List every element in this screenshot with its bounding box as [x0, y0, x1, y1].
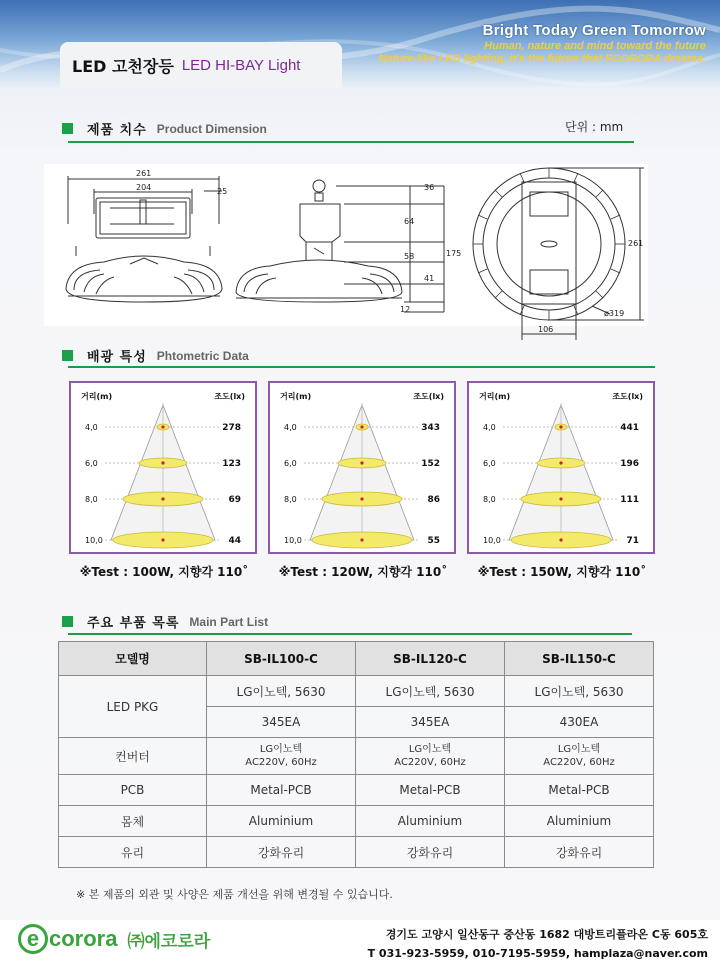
- dim-label-12: 12: [400, 305, 411, 314]
- row-label-pcb: PCB: [59, 775, 207, 806]
- center-point: [161, 461, 164, 464]
- center-point: [559, 538, 562, 541]
- section-divider: [68, 366, 655, 368]
- distance-label: 4,0: [483, 423, 496, 432]
- row-label-led-pkg: LED PKG: [59, 676, 207, 738]
- tagline-2: Nature-like LED lighting, it's the future that ECORORA dreams.: [378, 53, 706, 65]
- photometric-test-150w: ※Test : 150W, 지향각 110˚: [477, 565, 647, 579]
- table-cell: Metal-PCB: [356, 775, 505, 806]
- logo-text-ko: ㈜에코로라: [127, 931, 211, 952]
- lux-value: 69: [228, 495, 241, 505]
- dim-label-261: 261: [136, 169, 152, 178]
- company-address: 경기도 고양시 일산동구 중산동 1682 대방트리플라온 C동 605호: [385, 928, 708, 941]
- center-point: [161, 497, 164, 500]
- section-title-en: Product Dimension: [156, 121, 267, 136]
- table-cell: Aluminium: [505, 806, 654, 837]
- dim-label-41: 41: [424, 274, 435, 283]
- company-contact: [368, 925, 708, 963]
- center-point: [559, 497, 562, 500]
- table-cell: 430EA: [505, 707, 654, 738]
- table-cell: [356, 738, 505, 775]
- dim-label-58: 58: [404, 252, 415, 261]
- table-row: [59, 738, 654, 775]
- row-label-converter: 컨버터: [59, 738, 207, 775]
- parts-table: [58, 641, 654, 868]
- front-view-drawing: [66, 176, 222, 302]
- slogan: Bright Today Green Tomorrow: [482, 22, 706, 39]
- section-divider: [68, 141, 634, 143]
- table-cell: 345EA: [207, 707, 356, 738]
- cell-line: LG이노텍: [408, 744, 452, 755]
- section-title-en: Main Part List: [189, 614, 269, 629]
- photometric-panel-150w: [467, 381, 655, 554]
- center-point: [360, 425, 363, 428]
- table-header-cell: 모델명: [59, 642, 207, 676]
- section-divider: [68, 633, 632, 635]
- lux-header: 조도(lx): [214, 392, 245, 401]
- table-cell: Aluminium: [356, 806, 505, 837]
- title-korean: LED 고천장등: [72, 56, 174, 76]
- lux-header: 조도(lx): [413, 392, 444, 401]
- footnote: ※ 본 제품의 외관 및 사양은 제품 개선을 위해 변경될 수 있습니다.: [76, 888, 393, 901]
- lux-value: 441: [620, 423, 639, 433]
- header-banner: [0, 0, 720, 88]
- center-point: [161, 425, 164, 428]
- lux-value: 278: [222, 423, 241, 433]
- row-label-glass: 유리: [59, 837, 207, 868]
- unit-label: 단위 : mm: [565, 120, 624, 134]
- table-cell: 강화유리: [207, 837, 356, 868]
- section-title-ko: 주요 부품 목록: [87, 616, 180, 631]
- table-header-cell: SB-IL100-C: [207, 642, 356, 676]
- row-label-body: 몸체: [59, 806, 207, 837]
- distance-label: 8,0: [284, 495, 297, 504]
- company-phone-email: T 031-923-5959, 010-7195-5959, hamplaza@naver.com: [367, 947, 708, 960]
- lux-value: 111: [620, 495, 639, 505]
- page-title: [60, 42, 342, 88]
- section-title-ko: 제품 치수: [87, 123, 147, 138]
- table-cell: LG이노텍, 5630: [207, 676, 356, 707]
- center-point: [360, 497, 363, 500]
- dim-label-d261: 261: [628, 239, 644, 248]
- section-photometric-heading: [62, 346, 249, 365]
- distance-label: 10,0: [284, 536, 302, 545]
- section-bullet-icon: [62, 123, 73, 134]
- lux-value: 196: [620, 459, 639, 469]
- lux-value: 343: [421, 423, 440, 433]
- table-cell: 강화유리: [356, 837, 505, 868]
- table-row: [59, 806, 654, 837]
- lux-value: 55: [427, 536, 440, 546]
- distance-header: 거리(m): [280, 392, 312, 401]
- table-row: [59, 775, 654, 806]
- section-title-en: Phtometric Data: [156, 348, 249, 363]
- center-point: [360, 461, 363, 464]
- center-point: [161, 538, 164, 541]
- distance-label: 10,0: [483, 536, 501, 545]
- center-point: [360, 538, 363, 541]
- photometric-panel-100w: [69, 381, 257, 554]
- lux-value: 86: [427, 495, 440, 505]
- distance-label: 10,0: [85, 536, 103, 545]
- lux-value: 123: [222, 459, 241, 469]
- distance-label: 6,0: [483, 459, 496, 468]
- slogan-block: [379, 22, 706, 65]
- distance-label: 8,0: [85, 495, 98, 504]
- table-row: [59, 837, 654, 868]
- distance-label: 6,0: [85, 459, 98, 468]
- distance-header: 거리(m): [81, 392, 113, 401]
- photometric-panel-120w: [268, 381, 456, 554]
- lux-value: 71: [626, 536, 639, 546]
- dim-label-64: 64: [404, 217, 415, 226]
- center-point: [559, 461, 562, 464]
- table-cell: 강화유리: [505, 837, 654, 868]
- cell-line: AC220V, 60Hz: [394, 757, 466, 768]
- table-cell: [207, 738, 356, 775]
- table-row: [59, 676, 654, 707]
- distance-header: 거리(m): [479, 392, 511, 401]
- dimension-drawing: [44, 164, 648, 334]
- cell-line: LG이노텍: [259, 744, 303, 755]
- table-cell: 345EA: [356, 707, 505, 738]
- table-cell: Metal-PCB: [207, 775, 356, 806]
- lux-header: 조도(lx): [612, 392, 643, 401]
- table-header-cell: SB-IL150-C: [505, 642, 654, 676]
- distance-label: 6,0: [284, 459, 297, 468]
- dim-label-d319: ø319: [604, 309, 625, 318]
- logo-text-en: corora: [49, 926, 118, 951]
- title-english: LED HI-BAY Light: [181, 56, 301, 74]
- section-title-ko: 배광 특성: [87, 350, 147, 365]
- center-point: [559, 425, 562, 428]
- dim-label-204: 204: [136, 183, 152, 192]
- table-header-cell: SB-IL120-C: [356, 642, 505, 676]
- cell-line: AC220V, 60Hz: [245, 757, 317, 768]
- distance-label: 4,0: [284, 423, 297, 432]
- section-dimension-heading: [62, 119, 267, 138]
- table-cell: [505, 738, 654, 775]
- dim-label-d106: 106: [538, 325, 554, 334]
- cell-line: LG이노텍: [557, 744, 601, 755]
- table-cell: Aluminium: [207, 806, 356, 837]
- distance-label: 8,0: [483, 495, 496, 504]
- lux-value: 152: [421, 459, 440, 469]
- table-cell: Metal-PCB: [505, 775, 654, 806]
- table-cell: LG이노텍, 5630: [505, 676, 654, 707]
- photometric-test-100w: ※Test : 100W, 지향각 110˚: [79, 565, 249, 579]
- section-bullet-icon: [62, 616, 73, 627]
- tagline-1: Human, nature and mind toward the future: [484, 40, 706, 52]
- lux-value: 44: [228, 536, 241, 546]
- table-cell: LG이노텍, 5630: [356, 676, 505, 707]
- section-bullet-icon: [62, 350, 73, 361]
- company-logo: [18, 924, 210, 954]
- side-view-drawing: [236, 180, 444, 312]
- dim-label-175: 175: [446, 249, 462, 258]
- photometric-test-120w: ※Test : 120W, 지향각 110˚: [278, 565, 448, 579]
- dim-label-36: 36: [424, 183, 435, 192]
- table-header-row: [59, 642, 654, 676]
- cell-line: AC220V, 60Hz: [543, 757, 615, 768]
- distance-label: 4,0: [85, 423, 98, 432]
- logo-e-mark: e: [18, 924, 48, 954]
- section-parts-heading: [62, 612, 268, 631]
- dim-label-25: 25: [217, 187, 228, 196]
